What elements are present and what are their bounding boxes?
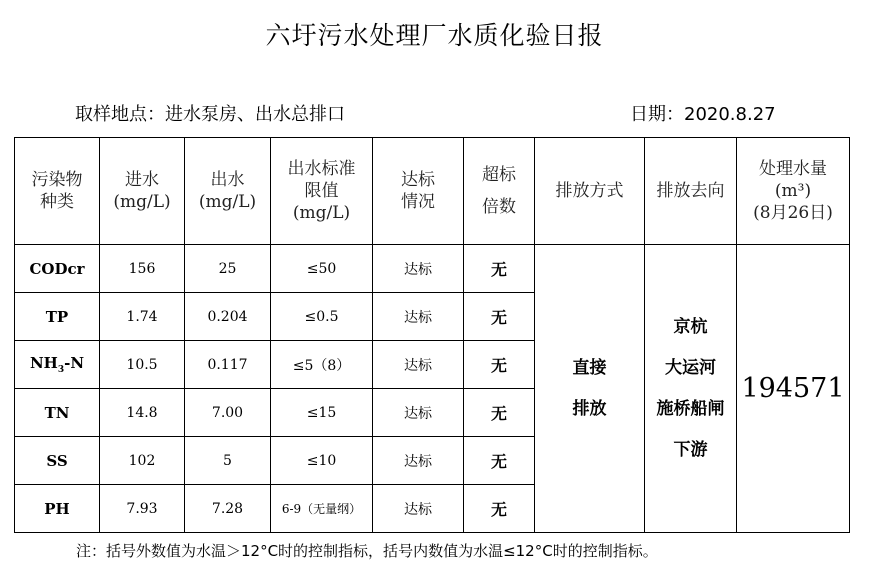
exceed-cell: 无 xyxy=(464,485,535,533)
param-cell: CODcr xyxy=(15,245,100,293)
param-cell: PH xyxy=(15,485,100,533)
water-quality-table xyxy=(14,137,850,533)
header-pollutant: 污染物 种类 xyxy=(15,138,100,245)
status-cell: 达标 xyxy=(373,485,464,533)
exceed-cell: 无 xyxy=(464,437,535,485)
exceed-cell: 无 xyxy=(464,245,535,293)
header-destination: 排放去向 xyxy=(645,138,737,245)
inflow-cell: 10.5 xyxy=(100,341,185,389)
report-title: 六圩污水处理厂水质化验日报 xyxy=(265,21,604,50)
header-volume: 处理水量 (m³) (8月26日) xyxy=(737,138,850,245)
inflow-cell: 156 xyxy=(100,245,185,293)
sampling-location: 取样地点：进水泵房、出水总排口 xyxy=(75,104,345,125)
inflow-cell: 7.93 xyxy=(100,485,185,533)
param-cell: TP xyxy=(15,293,100,341)
inflow-cell: 102 xyxy=(100,437,185,485)
status-cell: 达标 xyxy=(373,245,464,293)
limit-cell: ≤50 xyxy=(271,245,373,293)
status-cell: 达标 xyxy=(373,341,464,389)
footnote: 注：括号外数值为水温＞12°C时的控制指标，括号内数值为水温≤12°C时的控制指标。 xyxy=(76,542,658,560)
header-inflow: 进水 (mg/L) xyxy=(100,138,185,245)
exceed-cell: 无 xyxy=(464,293,535,341)
outflow-cell: 5 xyxy=(185,437,271,485)
header-outflow: 出水 (mg/L) xyxy=(185,138,271,245)
limit-cell: ≤10 xyxy=(271,437,373,485)
param-cell: $NH_3-N$ xyxy=(15,341,100,389)
header-standard: 出水标准 限值 (mg/L) xyxy=(271,138,373,245)
outflow-cell: 7.28 xyxy=(185,485,271,533)
limit-cell: ≤5（8） xyxy=(271,341,373,389)
status-cell: 达标 xyxy=(373,293,464,341)
report-date: 日期：2020.8.27 xyxy=(630,104,776,125)
treated-volume: 194571 xyxy=(737,245,850,533)
header-exceed: 超标 倍数 xyxy=(464,138,535,245)
inflow-cell: 1.74 xyxy=(100,293,185,341)
exceed-cell: 无 xyxy=(464,389,535,437)
limit-cell: ≤15 xyxy=(271,389,373,437)
outflow-cell: 7.00 xyxy=(185,389,271,437)
table-row xyxy=(15,245,850,293)
param-cell: SS xyxy=(15,437,100,485)
header-row xyxy=(15,138,850,245)
param-cell: TN xyxy=(15,389,100,437)
status-cell: 达标 xyxy=(373,437,464,485)
discharge-destination: 京杭 大运河 施桥船闸 下游 xyxy=(645,245,737,533)
header-compliance: 达标 情况 xyxy=(373,138,464,245)
status-cell: 达标 xyxy=(373,389,464,437)
header-method: 排放方式 xyxy=(535,138,645,245)
exceed-cell: 无 xyxy=(464,341,535,389)
outflow-cell: 0.117 xyxy=(185,341,271,389)
inflow-cell: 14.8 xyxy=(100,389,185,437)
discharge-method: 直接 排放 xyxy=(535,245,645,533)
limit-cell: ≤0.5 xyxy=(271,293,373,341)
limit-cell: 6-9（无量纲） xyxy=(271,485,373,533)
outflow-cell: 25 xyxy=(185,245,271,293)
outflow-cell: 0.204 xyxy=(185,293,271,341)
